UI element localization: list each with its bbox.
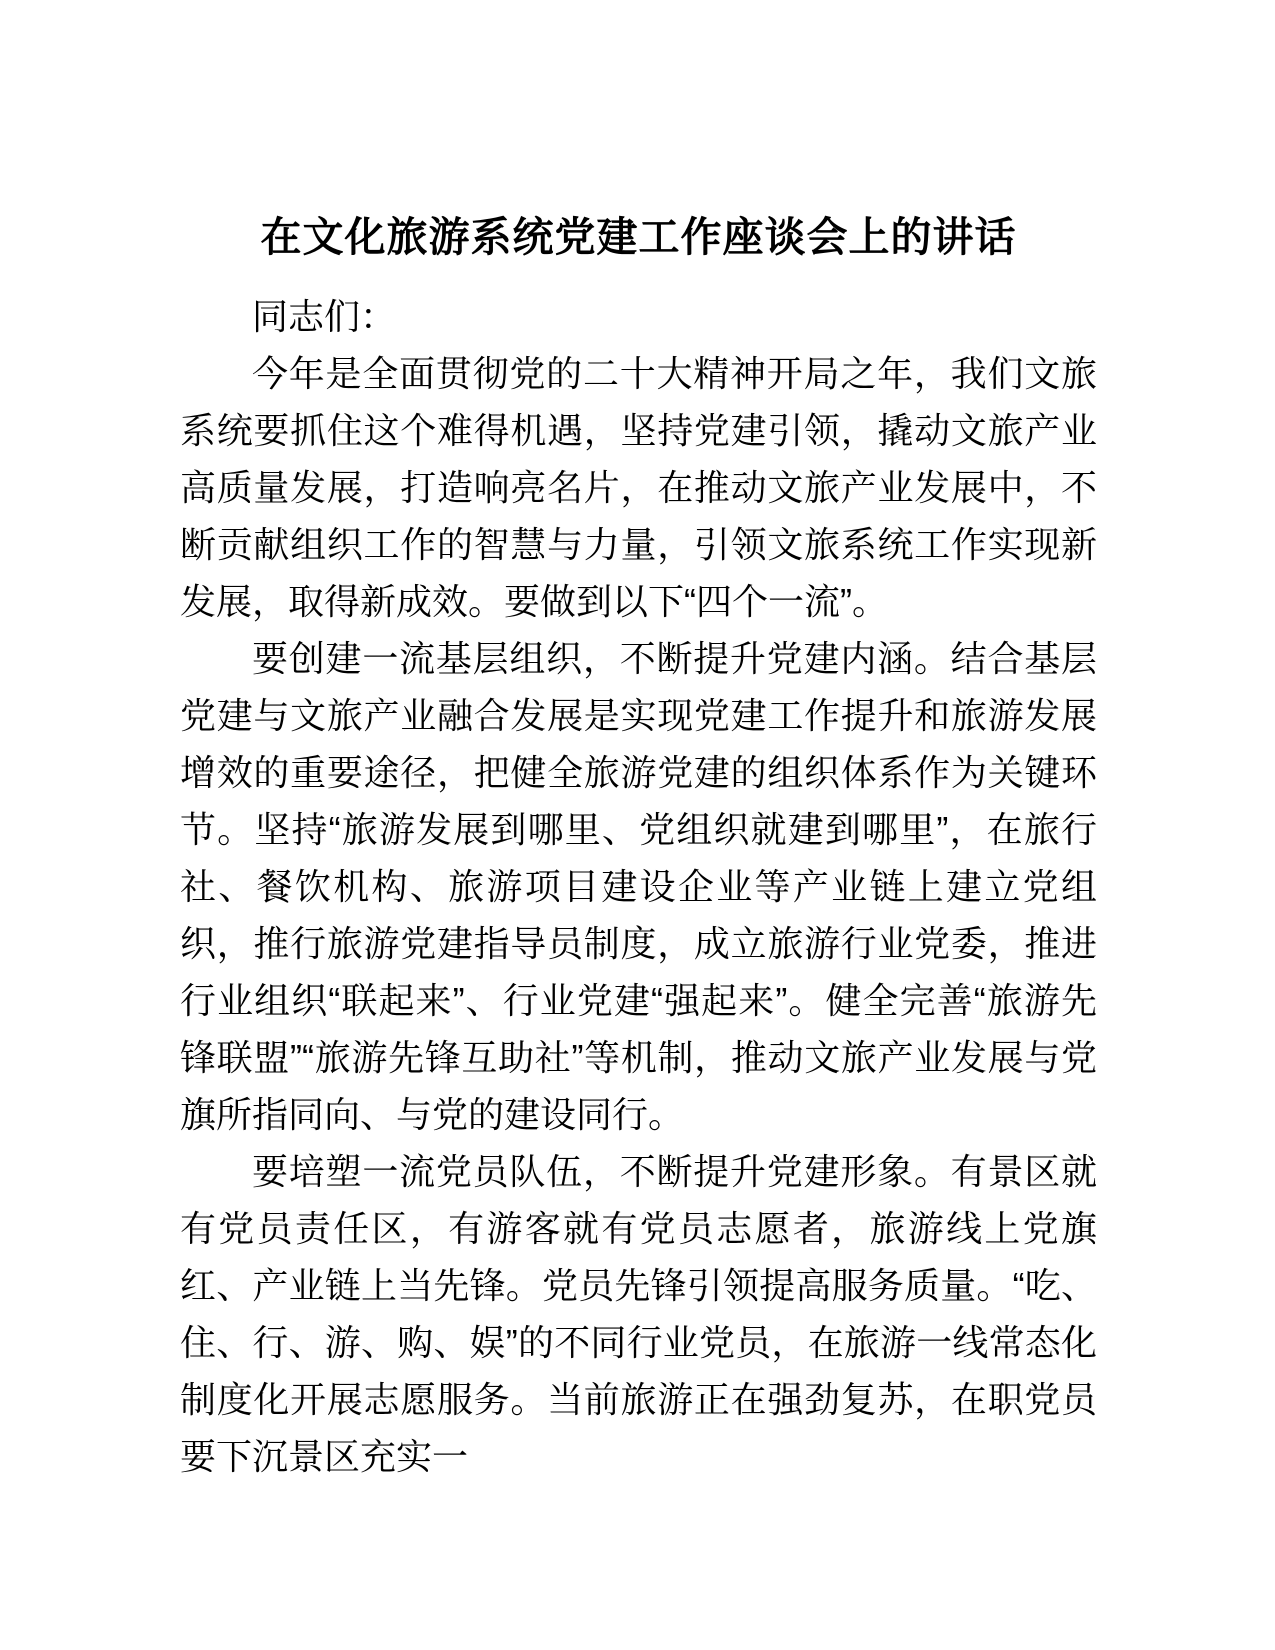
body-paragraph-3: 要培塑一流党员队伍，不断提升党建形象。有景区就有党员责任区，有游客就有党员志愿者，旅游线上党旗红、产业链上当先锋。党员先锋引领提高服务质量。“吃、住、行、游、购、娱”的不同行业党员，在旅游一线常态化制度化开展志愿服务。当前旅游正在强劲复苏，在职党员要下沉景区充实一 [180, 1151, 1097, 1477]
body-paragraph-2: 要创建一流基层组织，不断提升党建内涵。结合基层党建与文旅产业融合发展是实现党建工作提升和旅游发展增效的重要途径，把健全旅游党建的组织体系作为关键环节。坚持“旅游发展到哪里、党组织就建到哪里”，在旅行社、餐饮机构、旅游项目建设企业等产业链上建立党组织，推行旅游党建指导员制度，成立旅游行业党委，推进行业组织“联起来”、行业党建“强起来”。健全完善“旅游先锋联盟”“旅游先锋互助社”等机制，推动文旅产业发展与党旗所指同向、与党的建设同行。 [180, 638, 1097, 1135]
salutation-line: 同志们： [252, 296, 397, 337]
body-paragraph-1: 今年是全面贯彻党的二十大精神开局之年，我们文旅系统要抓住这个难得机遇，坚持党建引领，撬动文旅产业高质量发展，打造响亮名片，在推动文旅产业发展中，不断贡献组织工作的智慧与力量，引领文旅系统工作实现新发展，取得新成效。要做到以下“四个一流”。 [180, 353, 1097, 622]
document-title: 在文化旅游系统党建工作座谈会上的讲话 [260, 214, 1017, 260]
